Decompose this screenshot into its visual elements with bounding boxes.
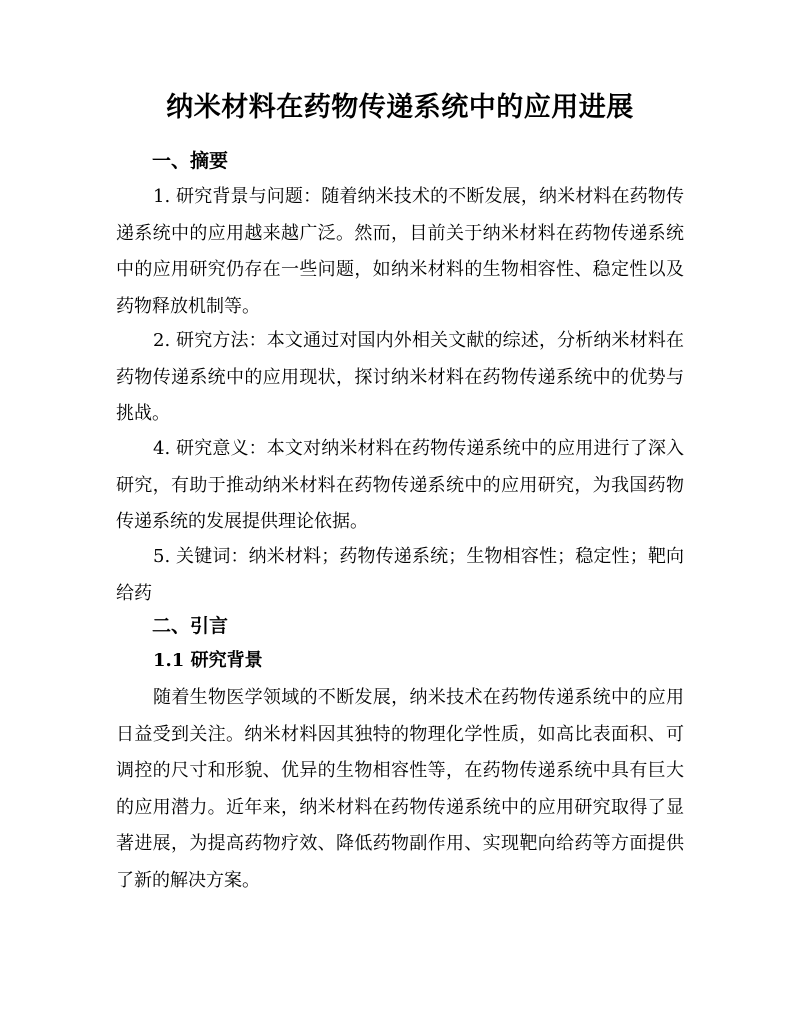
abstract-heading: 一、摘要 <box>152 150 229 172</box>
introduction-heading: 二、引言 <box>152 615 229 637</box>
document-title: 纳米材料在药物传递系统中的应用进展 <box>166 92 634 123</box>
research-background-subheading: 1.1 研究背景 <box>153 650 263 671</box>
introduction-paragraph: 随着生物医学领域的不断发展，纳米技术在药物传递系统中的应用日益受到关注。纳米材料因其独特的物理化学性质，如高比表面积、可调控的尺寸和形貌、优异的生物相容性等，在药物传递系统中具有巨大的应用潜力。近年来，纳米材料在药物传递系统中的应用研究取得了显著进展，为提高药物疗效、降低药物副作用、实现靶向给药等方面提供了新的解决方案。 <box>116 687 684 891</box>
abstract-item-method: 2. 研究方法：本文通过对国内外相关文献的综述，分析纳米材料在药物传递系统中的应用现状，探讨纳米材料在药物传递系统中的优势与挑战。 <box>116 330 684 424</box>
abstract-item-significance: 4. 研究意义：本文对纳米材料在药物传递系统中的应用进行了深入研究，有助于推动纳米材料在药物传递系统中的应用研究，为我国药物传递系统的发展提供理论依据。 <box>116 438 684 532</box>
abstract-item-keywords: 5. 关键词：纳米材料；药物传递系统；生物相容性；稳定性；靶向给药 <box>116 546 684 604</box>
abstract-item-background: 1. 研究背景与问题：随着纳米技术的不断发展，纳米材料在药物传递系统中的应用越来越广泛。然而，目前关于纳米材料在药物传递系统中的应用研究仍存在一些问题，如纳米材料的生物相容性、稳定性以及药物释放机制等。 <box>116 186 684 317</box>
